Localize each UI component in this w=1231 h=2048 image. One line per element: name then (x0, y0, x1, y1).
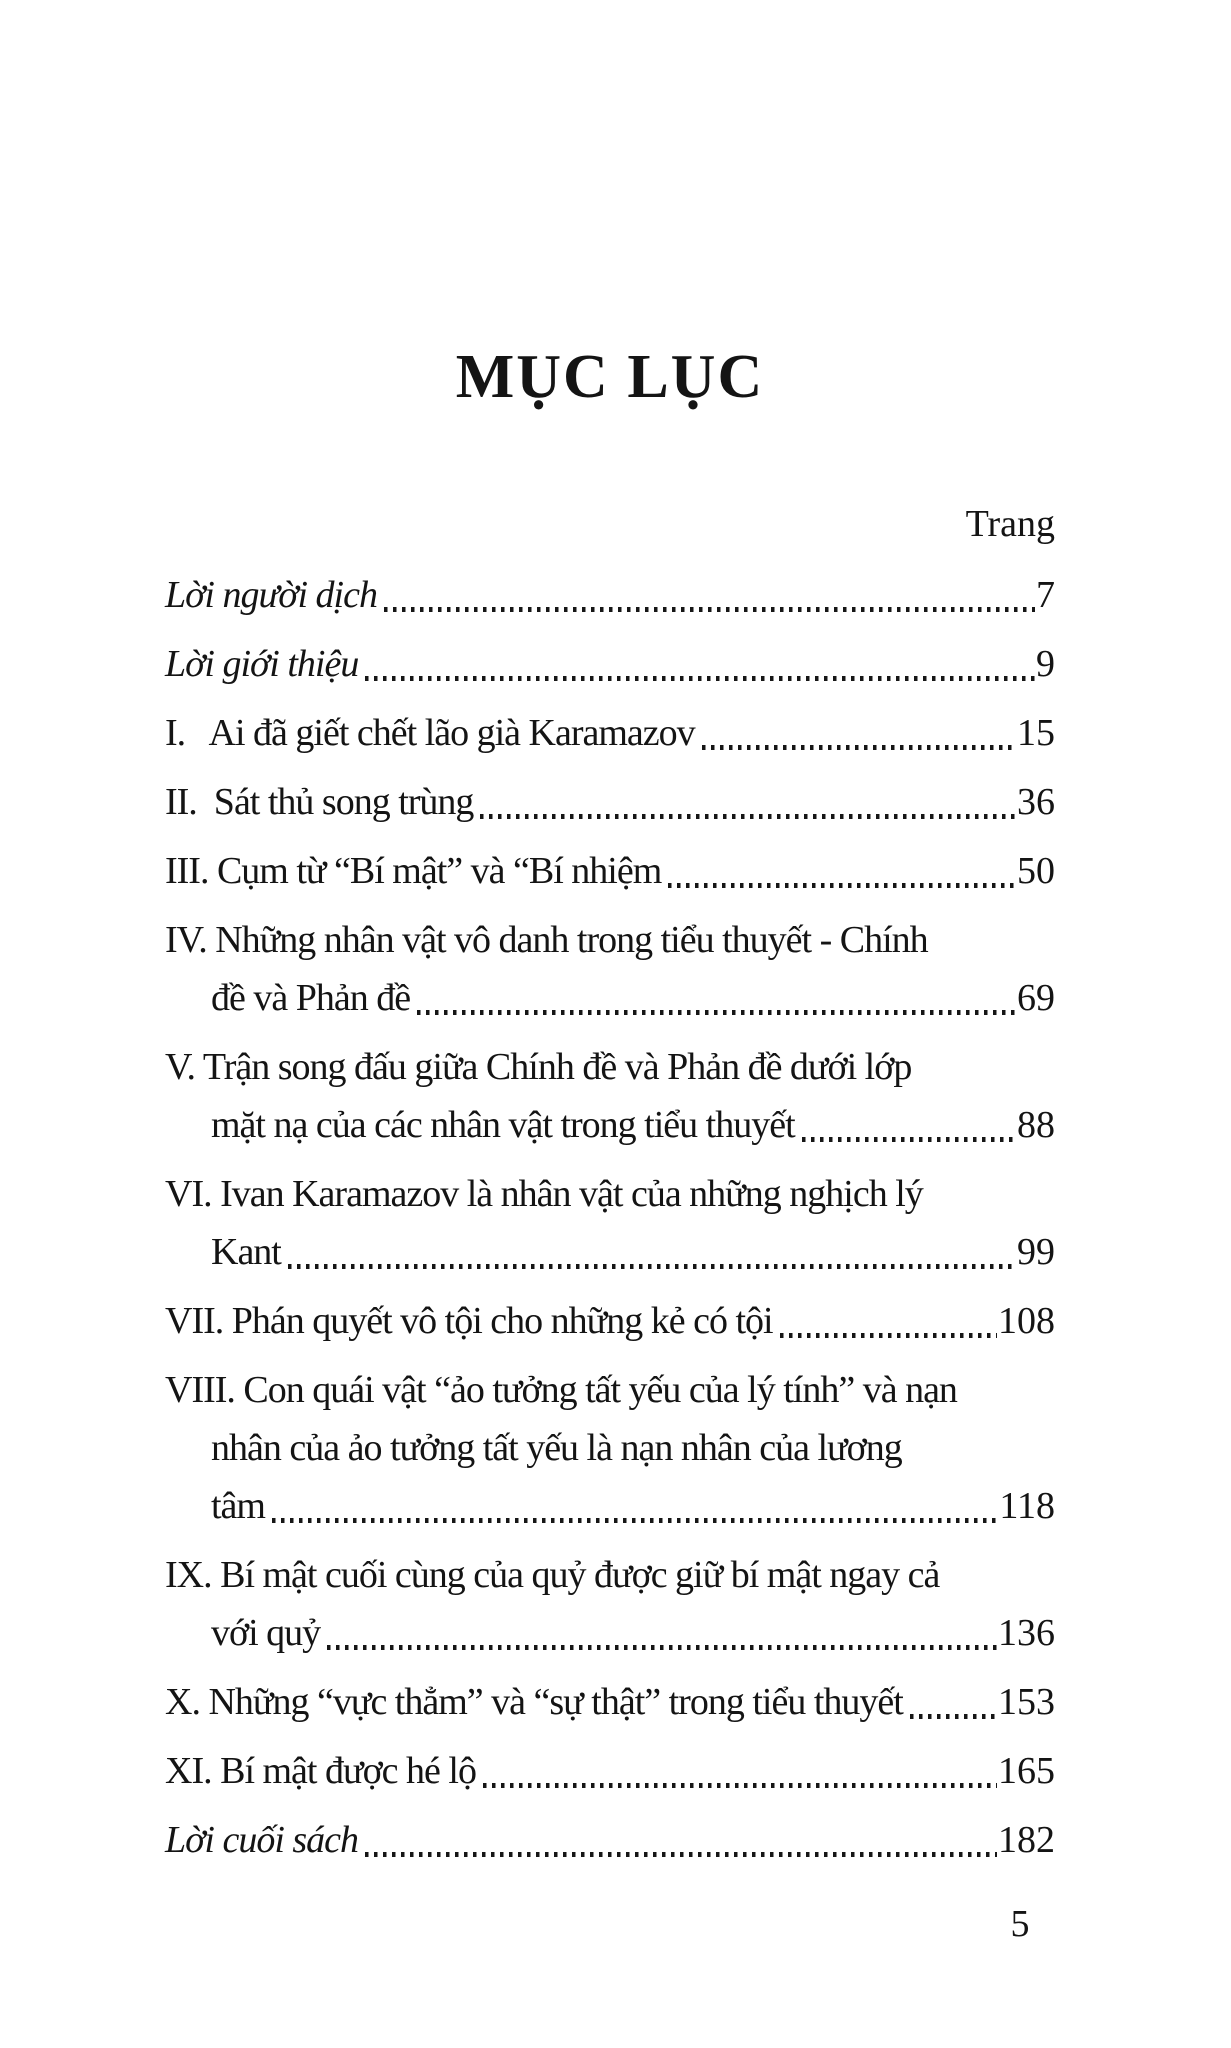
dotted-leader (702, 745, 1016, 750)
dotted-leader (365, 676, 1035, 681)
toc-line (165, 1361, 1055, 1419)
dotted-leader (288, 1264, 1016, 1269)
dotted-leader (780, 1333, 997, 1338)
toc-line (165, 1673, 1055, 1731)
toc-entry (165, 1811, 1055, 1869)
toc-entry-text: IX. Bí mật cuối cùng của quỷ được giữ bí mật ngay cả (165, 1554, 940, 1596)
dotted-leader (480, 814, 1016, 819)
toc-entry-text: Kant (211, 1231, 281, 1273)
table-of-contents (165, 566, 1055, 1869)
toc-entry-text: VIII. Con quái vật “ảo tưởng tất yếu của lý tính” và nạn (165, 1369, 957, 1411)
dotted-leader (910, 1714, 997, 1719)
toc-entry-text: II. Sát thủ song trùng (165, 781, 474, 823)
toc-page-number: 99 (1017, 1231, 1055, 1273)
toc-entry (165, 1165, 1055, 1281)
toc-line (165, 1604, 1055, 1662)
toc-line (165, 1477, 1055, 1535)
page-title: MỤC LỤC (455, 343, 765, 411)
toc-entry-text: Lời người dịch (165, 574, 377, 616)
page-column-header: Trang (965, 503, 1055, 545)
toc-line (165, 842, 1055, 900)
toc-entry (165, 1038, 1055, 1154)
toc-page-number: 88 (1017, 1104, 1055, 1146)
toc-line (165, 1811, 1055, 1869)
toc-entry-text: tâm (211, 1485, 265, 1527)
toc-entry-text: III. Cụm từ “Bí mật” và “Bí nhiệm (165, 850, 662, 892)
toc-page-number: 153 (998, 1681, 1055, 1723)
toc-entry (165, 566, 1055, 624)
toc-page-number: 9 (1036, 643, 1055, 685)
toc-line (165, 704, 1055, 762)
toc-entry (165, 704, 1055, 762)
toc-entry (165, 1742, 1055, 1800)
dotted-leader (327, 1645, 997, 1650)
dotted-leader (802, 1137, 1016, 1142)
toc-page-number: 36 (1017, 781, 1055, 823)
toc-line (165, 1742, 1055, 1800)
toc-line (165, 1223, 1055, 1281)
toc-line (165, 773, 1055, 831)
dotted-leader (384, 607, 1035, 612)
toc-page-number: 69 (1017, 977, 1055, 1019)
toc-entry-text: VI. Ivan Karamazov là nhân vật của những nghịch lý (165, 1173, 923, 1215)
toc-page-number: 7 (1036, 574, 1055, 616)
toc-line (165, 1292, 1055, 1350)
toc-entry (165, 1292, 1055, 1350)
toc-entry (165, 1361, 1055, 1535)
toc-page-number: 136 (998, 1612, 1055, 1654)
toc-entry (165, 773, 1055, 831)
toc-entry-text: đề và Phản đề (211, 977, 411, 1019)
toc-line (165, 635, 1055, 693)
toc-entry (165, 1546, 1055, 1662)
toc-line (165, 1165, 1055, 1223)
toc-entry-text: VII. Phán quyết vô tội cho những kẻ có tội (165, 1300, 773, 1342)
toc-entry-text: IV. Những nhân vật vô danh trong tiểu thuyết - Chính (165, 919, 928, 961)
toc-page-number: 118 (999, 1485, 1055, 1527)
dotted-leader (668, 883, 1016, 888)
toc-entry (165, 842, 1055, 900)
toc-page-number: 165 (998, 1750, 1055, 1792)
toc-entry-text: mặt nạ của các nhân vật trong tiểu thuyết (211, 1104, 795, 1146)
toc-entry-text: I. Ai đã giết chết lão già Karamazov (165, 712, 695, 754)
toc-line (165, 1096, 1055, 1154)
toc-line (165, 566, 1055, 624)
toc-entry (165, 911, 1055, 1027)
toc-entry-text: Lời giới thiệu (165, 643, 359, 685)
toc-entry (165, 635, 1055, 693)
toc-entry-text: X. Những “vực thẳm” và “sự thật” trong tiểu thuyết (165, 1681, 903, 1723)
toc-page-number: 182 (998, 1819, 1055, 1861)
dotted-leader (272, 1518, 998, 1523)
toc-line (165, 1038, 1055, 1096)
toc-entry-text: V. Trận song đấu giữa Chính đề và Phản đề dưới lớp (165, 1046, 912, 1088)
toc-line (165, 1419, 1055, 1477)
toc-page-number: 108 (998, 1300, 1055, 1342)
toc-entry-text: XI. Bí mật được hé lộ (165, 1750, 476, 1792)
toc-entry-text: Lời cuối sách (165, 1819, 359, 1861)
toc-line (165, 911, 1055, 969)
toc-entry-text: với quỷ (211, 1612, 321, 1654)
dotted-leader (483, 1783, 997, 1788)
toc-line (165, 969, 1055, 1027)
toc-page-number: 15 (1017, 712, 1055, 754)
toc-page-number: 50 (1017, 850, 1055, 892)
dotted-leader (365, 1852, 997, 1857)
dotted-leader (417, 1010, 1016, 1015)
toc-entry (165, 1673, 1055, 1731)
toc-entry-text: nhân của ảo tưởng tất yếu là nạn nhân của lương (211, 1427, 902, 1469)
folio-page-number: 5 (1010, 1903, 1030, 1945)
toc-line (165, 1546, 1055, 1604)
